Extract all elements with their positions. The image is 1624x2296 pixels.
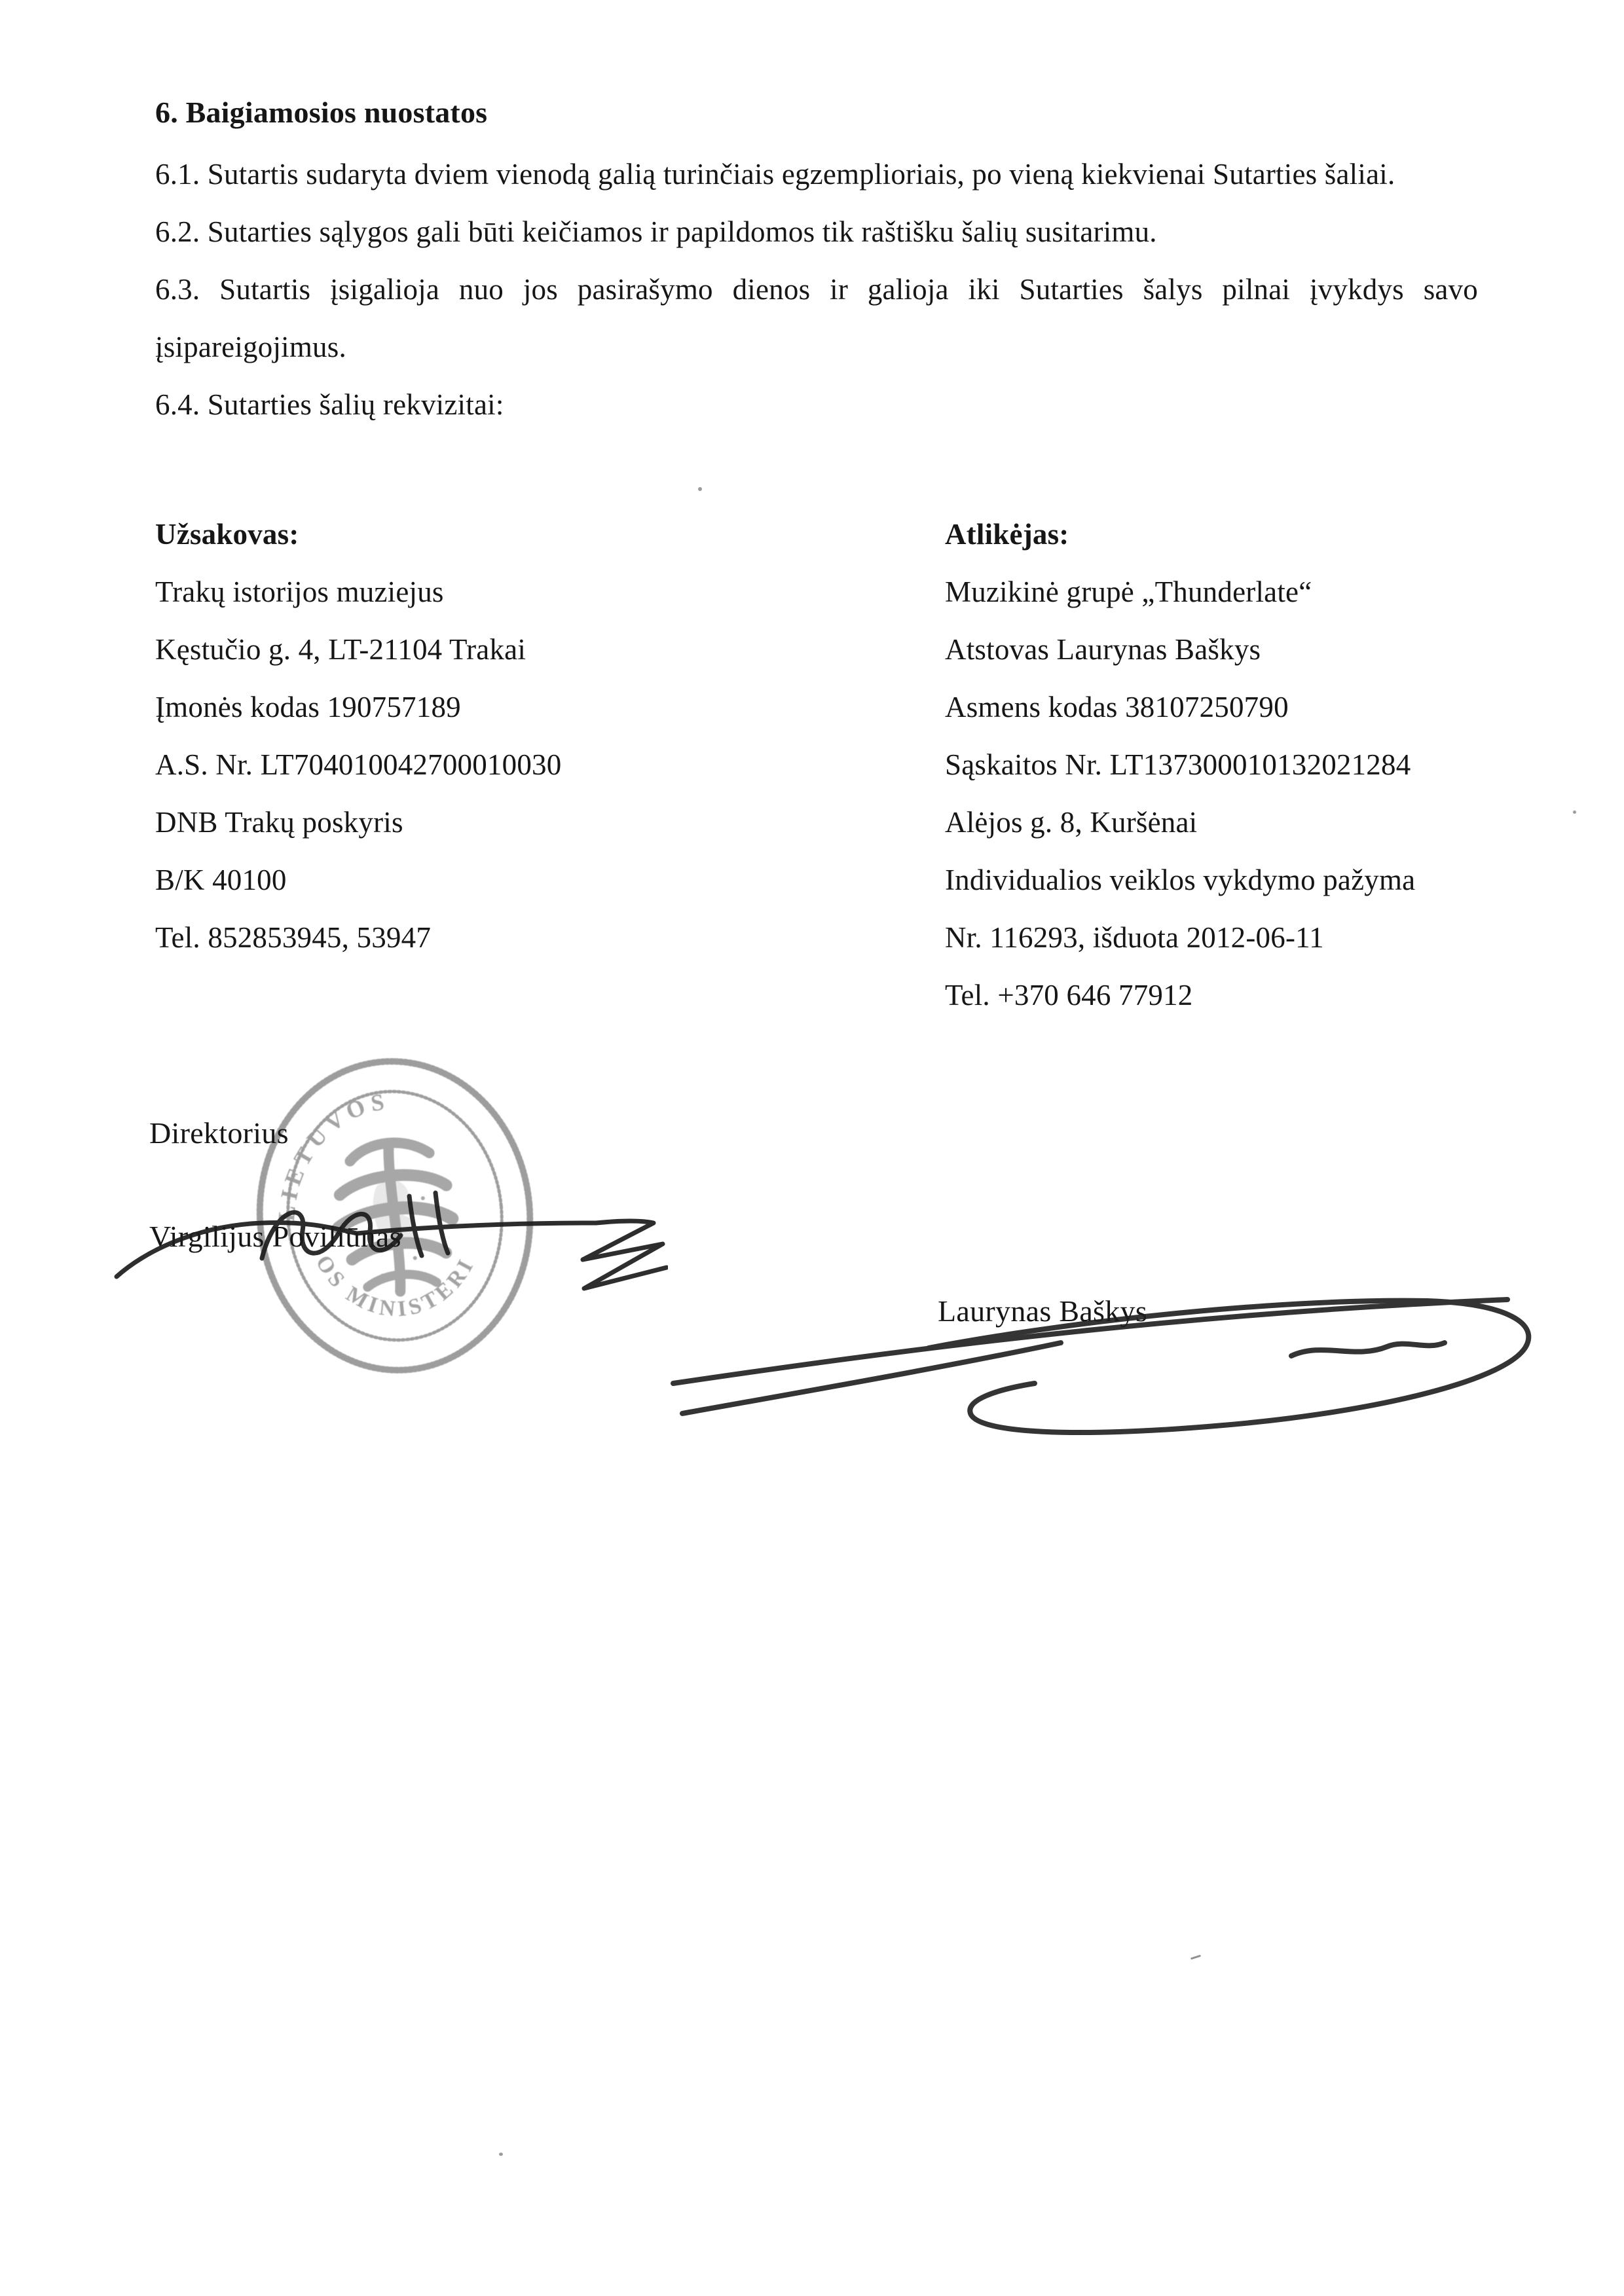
performer-line: Atstovas Laurynas Baškys [945, 633, 1261, 666]
client-line: Tel. 852853945, 53947 [155, 921, 432, 954]
performer-requisites-column [945, 505, 1530, 1024]
stamp-arc-text-bottom: OS MINISTERI [310, 1251, 480, 1322]
client-line: B/K 40100 [155, 864, 287, 896]
scan-speck [499, 2153, 503, 2156]
clause-6-3-line2: įsipareigojimus. [155, 331, 346, 363]
stamp-arc-text-top: LIETUVOS [272, 1087, 391, 1223]
stamp-seal-graphic [235, 1040, 555, 1393]
client-line: Trakų istorijos muziejus [155, 575, 444, 608]
performer-line: Individualios veiklos vykdymo pažyma [945, 864, 1416, 896]
director-name: Virgilijus Poviliūnas [149, 1220, 401, 1253]
performer-line: Asmens kodas 38107250790 [945, 691, 1289, 723]
performer-name: Laurynas Baškys [938, 1294, 1148, 1328]
director-title: Direktorius [149, 1116, 289, 1150]
scan-speck [698, 487, 702, 491]
clause-6-1: 6.1. Sutartis sudaryta dviem vienodą galią turinčiais egzemplioriais, po vieną kiekvienai Sutarties šaliai. [155, 158, 1395, 191]
clause-6-4: 6.4. Sutarties šalių rekvizitai: [155, 388, 504, 421]
performer-line: Tel. +370 646 77912 [945, 979, 1193, 1011]
clause-6-2: 6.2. Sutarties sąlygos gali būti keičiamos ir papildomos tik raštišku šalių susitarimu. [155, 215, 1157, 248]
performer-line: Nr. 116293, išduota 2012-06-11 [945, 921, 1324, 954]
performer-line: Alėjos g. 8, Kuršėnai [945, 806, 1198, 839]
clause-6-3-line1: 6.3. Sutartis įsigalioja nuo jos pasirašymo dienos ir galioja iki Sutarties šalys pilnai įvykdys savo [155, 273, 1478, 306]
scan-speck [1573, 811, 1576, 814]
client-line: Įmonės kodas 190757189 [155, 691, 461, 723]
scan-speck [1190, 1955, 1201, 1960]
client-line: A.S. Nr. LT704010042700010030 [155, 748, 562, 781]
official-stamp [235, 1040, 555, 1393]
party-requisites [155, 505, 1530, 1024]
client-line: DNB Trakų poskyris [155, 806, 403, 839]
client-requisites-column [155, 505, 945, 1024]
stamp-emblem [332, 1138, 459, 1297]
client-header: Užsakovas: [155, 518, 299, 551]
final-provisions-section [155, 84, 1478, 433]
performer-line: Sąskaitos Nr. LT137300010132021284 [945, 748, 1411, 781]
section-heading: 6. Baigiamosios nuostatos [155, 96, 488, 129]
performer-header: Atlikėjas: [945, 518, 1069, 551]
performer-line: Muzikinė grupė „Thunderlate“ [945, 575, 1312, 608]
client-line: Kęstučio g. 4, LT-21104 Trakai [155, 633, 526, 666]
